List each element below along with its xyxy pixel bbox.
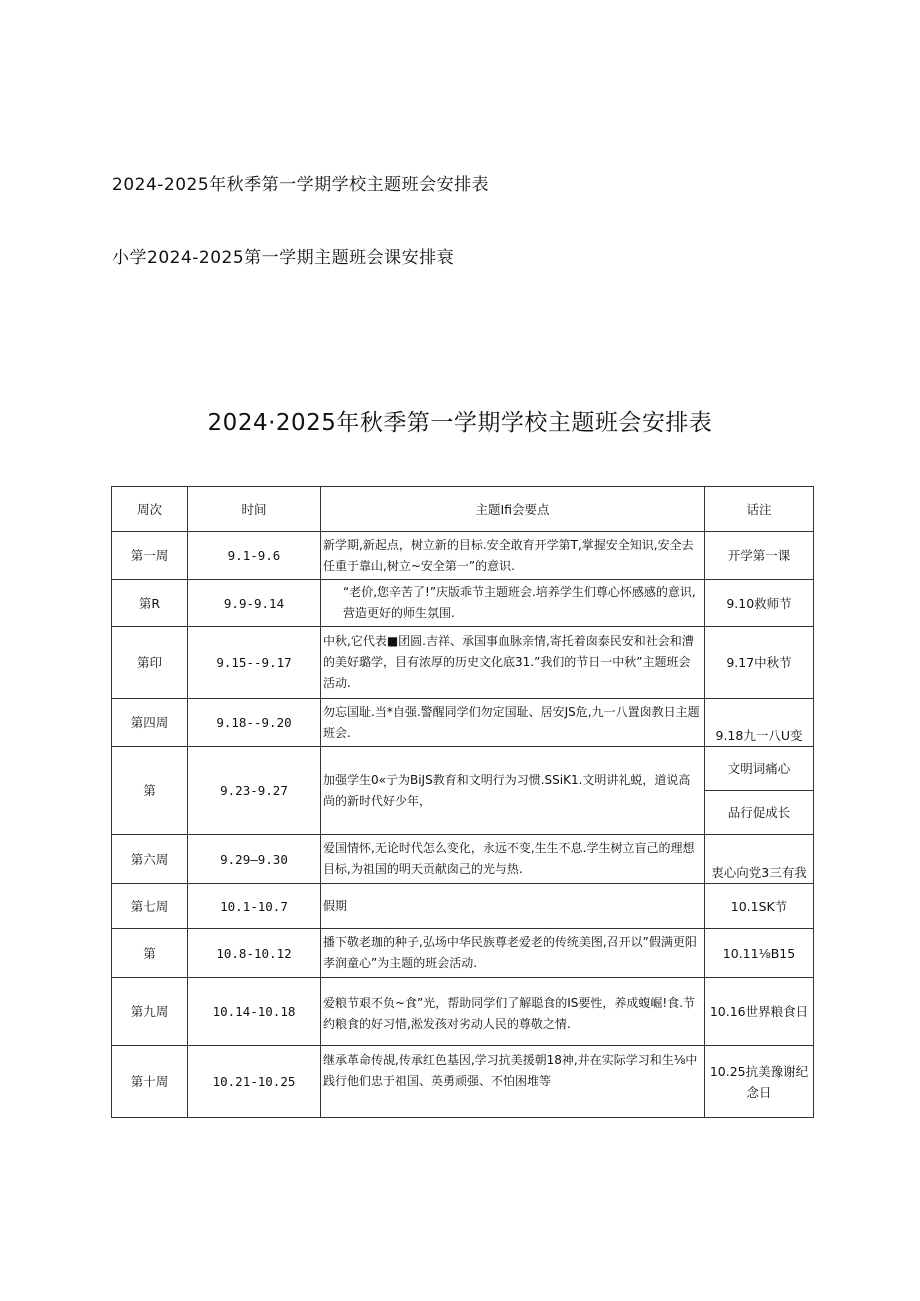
table-title: 2024·2025年秋季第一学期学校主题班会安排表 (207, 410, 713, 436)
time-cell: 9.18--9.20 (188, 699, 321, 747)
note-cell: 文明词痛心 (705, 747, 814, 791)
time-cell: 9.1-9.6 (188, 532, 321, 580)
table-row (112, 978, 814, 1046)
header-time: 时间 (188, 487, 321, 532)
time-cell: 10.1-10.7 (188, 884, 321, 929)
week-cell: 第R (112, 580, 188, 627)
document-heading-1: 2024-2025年秋季第一学期学校主题班会安排表 (112, 175, 490, 195)
table-row (112, 929, 814, 978)
note-cell: 衷心向党3三有我 (705, 835, 814, 884)
note-cell-secondary: 品行促成长 (705, 791, 814, 835)
content-cell: 新学期,新起点，树立新的目标.安全敢育开学第T,掌握安全知识,安全去任重于靠山,树立~安全第一”的意识. (321, 532, 705, 580)
content-cell: 假期 (321, 884, 705, 929)
note-cell: 10.16世界粮食日 (705, 978, 814, 1046)
content-cell: 勿忘国耻.当*自强.警醒同学们勿定国耻、居安JS危,九一八置囱教日主题班会. (321, 699, 705, 747)
table-row (112, 747, 814, 791)
content-cell: 播下敬老珈的种子,弘场中华民族尊老爱老的传统美图,召开以”假满更阳孝润童心”为主题的班会活动. (321, 929, 705, 978)
note-cell: 9.10救师节 (705, 580, 814, 627)
table-row (112, 627, 814, 699)
week-cell: 第 (112, 929, 188, 978)
note-cell: 9.18九一八U变 (705, 699, 814, 747)
week-cell: 第四周 (112, 699, 188, 747)
week-cell: 第 (112, 747, 188, 835)
note-cell: 9.17中秋节 (705, 627, 814, 699)
content-cell: 继承革命传覘,传承红色基因,学习抗美援朝18神,并在实际学习和生⅛中践行他们忠于祖国、英勇顽强、不怕困堆等 (321, 1046, 705, 1118)
document-heading-2: 小学2024-2025第一学期主题班会课安排衰 (112, 248, 455, 268)
header-week: 周次 (112, 487, 188, 532)
note-cell: 10.25抗美豫谢纪念日 (705, 1046, 814, 1118)
table-row (112, 532, 814, 580)
week-cell: 第印 (112, 627, 188, 699)
time-cell: 9.9-9.14 (188, 580, 321, 627)
week-cell: 第六周 (112, 835, 188, 884)
table-row (112, 699, 814, 747)
time-cell: 9.15--9.17 (188, 627, 321, 699)
time-cell: 10.14-10.18 (188, 978, 321, 1046)
week-cell: 第七周 (112, 884, 188, 929)
table-row (112, 884, 814, 929)
table-row (112, 1046, 814, 1118)
table-row (112, 580, 814, 627)
time-cell: 9.23-9.27 (188, 747, 321, 835)
time-cell: 10.8-10.12 (188, 929, 321, 978)
header-note: 话注 (705, 487, 814, 532)
content-cell: 爱国情怀,无论时代怎么变化，永远不变,生生不息.学生树立盲己的理想目标,为祖国的明天贡献囱己的光与热. (321, 835, 705, 884)
content-cell: 爱粮节艰不负~食”光，帮助同学们了解聪食的IS要性，养成蝮崛!食.节约粮食的好习惜,淞发孩对劣动人民的尊敬之情. (321, 978, 705, 1046)
table-row (112, 835, 814, 884)
week-cell: 第九周 (112, 978, 188, 1046)
table-header-row (112, 487, 814, 532)
content-cell: “老价,您辛苦了!”庆版乖节主题班会.培养学生们尊心怀感感的意识,营造更好的师生氛围. (321, 580, 705, 627)
note-cell: 10.11⅛B15 (705, 929, 814, 978)
header-content: 主题Ifi会要点 (321, 487, 705, 532)
note-cell: 10.1SK节 (705, 884, 814, 929)
schedule-table (111, 486, 814, 1118)
time-cell: 10.21-10.25 (188, 1046, 321, 1118)
content-cell: 加强学生0«亍为BiJS教育和文明行为习惯.SSiK1.文明讲礼蜕，道说高尚的新时代好少年， (321, 747, 705, 835)
content-cell: 中秋,它代表■团圆.吉祥、承国事血脉亲情,寄托着囱泰民安和社会和漕的美好璐学，目有浓厚的历史文化底31.”我们的节日一中秋”主题班会活动. (321, 627, 705, 699)
week-cell: 第十周 (112, 1046, 188, 1118)
time-cell: 9.29—9.30 (188, 835, 321, 884)
note-cell: 开学第一课 (705, 532, 814, 580)
week-cell: 第一周 (112, 532, 188, 580)
